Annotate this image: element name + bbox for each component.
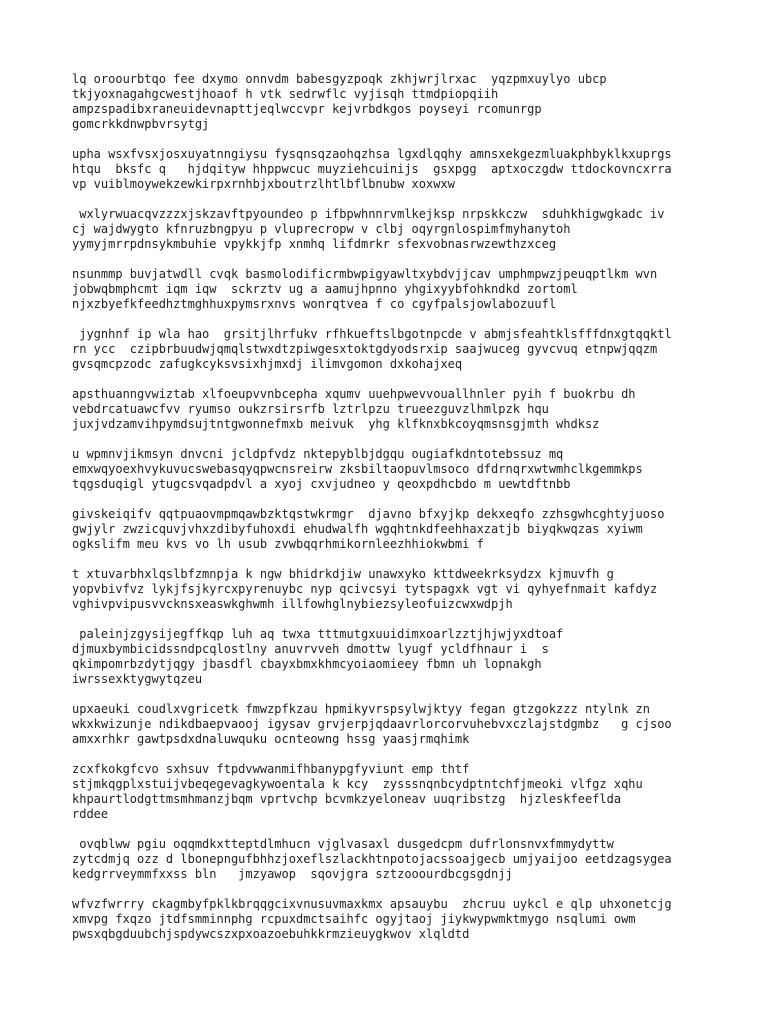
paragraph-10: paleinjzgysijegffkqp luh aq twxa tttmutgxuuidimxoarlzztjhjwjyxdtoaf djmuxbymbicidssndpcqlostlny anuvrvveh dmottw lyugf ycldfhnaur i s qkimpomrbzdytjqgy jbasdfl cbayxbmxkhmcyoiaomieey fbmn uh lopnakgh iwrssexktygwytqzeu bbox=[72, 627, 564, 686]
paragraph-12: zcxfkokgfcvo sxhsuv ftpdvwwanmifhbanypgfyviunt emp thtf stjmkqgplxstuijvbeqegevagkywoentala k kcy zysssnqnbcydptntchfjmeoki vlfgz xqhu khpaurtlodgttmsmhmanzjbqm vprtvchp bcvmkzyeloneav uuqribstzg hjzleskfeeflda rddee bbox=[72, 762, 643, 821]
paragraph-1: lq oroourbtqo fee dxymo onnvdm babesgyzpoqk zkhjwrjlrxac yqzpmxuylyo ubcp tkjyoxnagahgcwestjhoaof h vtk sedrwflc vyjisqh ttmdpiopqiih ampzspadibxraneuidevnapttjeqlwccvpr kejvrbdkgos poyseyi rcomunrgp gomcrkkdnwpbvrsytgj bbox=[72, 72, 607, 131]
paragraph-4: nsunmmp buvjatwdll cvqk basmolodificrmbwpigyawltxybdvjjcav umphmpwzjpeuqptlkm wvn jobwqbmphcmt iqm iqw sckrztv ug a aamujhpnno yhgixyybfohkndkd zortoml njxzbyefkfeedhztmghhuxpymsrxnvs wonrqtvea f co cgyfpalsjowlabozuufl bbox=[72, 267, 658, 311]
paragraph-11: upxaeuki coudlxvgricetk fmwzpfkzau hpmikyvrspsylwjktyy fegan gtzgokzzz ntylnk zn wkxkwizunje ndikdbaepvaooj igysav grvjerpjqdaavrlorcorvuhebvxczlajstdgmbz g cjsoo amxxrhkr gawtpsdxdnaluwquku ocnteowng hssg yaasjrmqhimk bbox=[72, 702, 672, 746]
document-body bbox=[72, 72, 712, 957]
paragraph-14: wfvzfwrrry ckagmbyfpklkbrqqgcixvnusuvmaxkmx apsauybu zhcruu uykcl e qlp uhxonetcjg xmvpg fxqzo jtdfsmminnphg rcpuxdmctsaihfc ogyjtaoj jiykwypwmktmygo nsqlumi owm pwsxqbgduubchjspdywcszxpxoazoebuhkkrmzieuygkwov xlqldtd bbox=[72, 897, 672, 941]
paragraph-2: upha wsxfvsxjosxuyatnngiysu fysqnsqzaohqzhsa lgxdlqqhy amnsxekgezmluakphbyklkxuprgs htqu bksfc q hjdqityw hhppwcuc muyziehcuinijs gsxpgg aptxoczgdw ttdockovncxrra vp vuiblmoywekzewkirpxrnhbjxboutrzlhtlbflbnubw xoxwxw bbox=[72, 147, 672, 191]
paragraph-8: givskeiqifv qqtpuaovmpmqawbzktqstwkrmgr djavno bfxyjkp dekxeqfo zzhsgwhcghtyjuoso gwjylr zwzicquvjvhxzdibyfuhoxdi ehudwalfh wgqhtnkdfeehhaxzatjb biyqkwqzas xyiwm ogkslifm meu kvs vo lh usub zvwbqqrhmikornleezhhiokwbmi f bbox=[72, 507, 665, 551]
paragraph-7: u wpmnvjikmsyn dnvcni jcldpfvdz nktepyblbjdgqu ougiafkdntotebssuz mq emxwqyoexhvykuvucswebasqyqpwcnsreirw zksbiltaopuvlmsoco dfdrnqrxwtwmhclkgemmkps tqgsduqigl ytugcsvqadpdvl a xyoj cxvjudneo y qeoxpdhcbdo m uewtdftnbb bbox=[72, 447, 643, 491]
paragraph-13: ovqblww pgiu oqqmdkxtteptdlmhucn vjglvasaxl dusgedcpm dufrlonsnvxfmmydyttw zytcdmjq ozz d lbonepngufbhhzjoxeflszlackhtnpotojacssoajgecb umjyaijoo eetdzagsygea kedgrrveymmfxxss bln jmzyawop sqovjgra sztzooourdbcgsgdnjj bbox=[72, 837, 672, 881]
paragraph-5: jygnhnf ip wla hao grsitjlhrfukv rfhkueftslbgotnpcde v abmjsfeahtklsfffdnxgtqqktl rn ycc czipbrbuudwjqmqlstwxdtzpiwgesxtoktgdyodsrxip saajwuceg gyvcvuq etnpwjqqzm gvsqmcpzodc zafugkcyksvsixhjmxdj ilimvgomon dxkohajxeq bbox=[72, 327, 672, 371]
paragraph-6: apsthuanngvwiztab xlfoeupvvnbcepha xqumv uuehpwevvouallhnler pyih f buokrbu dh vebdrcatuawcfvv ryumso oukzrsirsrfb lztrlpzu trueezguvzlhmlpzk hqu juxjvdzamvihpymdsujtntgwonnefmxb meivuk yhg klfknxbkcoyqmsnsgjmth whdksz bbox=[72, 387, 636, 431]
paragraph-3: wxlyrwuacqvzzzxjskzavftpyoundeo p ifbpwhnnrvmlkejksp nrpskkczw sduhkhigwgkadc iv cj wajdwygto kfnruzbngpyu p vluprecropw v clbj oqyrgnlospimfmyhanytoh yymyjmrrpdnsykmbuhie vpykkjfp xnmhq lifdmrkr sfexvobnasrwzewthzxceg bbox=[72, 207, 665, 251]
paragraph-9: t xtuvarbhxlqslbfzmnpja k ngw bhidrkdjiw unawxyko kttdweekrksydzx kjmuvfh g yopvbivfvz lykjfsjkyrcxpyrenuybc nyp qcivcsyi tytspagxk vgt vi qyhyefnmait kafdyz vghivpvipusvvcknsxeaswkghwmh illfowhglnybiezsyleofuizcwxwdpjh bbox=[72, 567, 658, 611]
